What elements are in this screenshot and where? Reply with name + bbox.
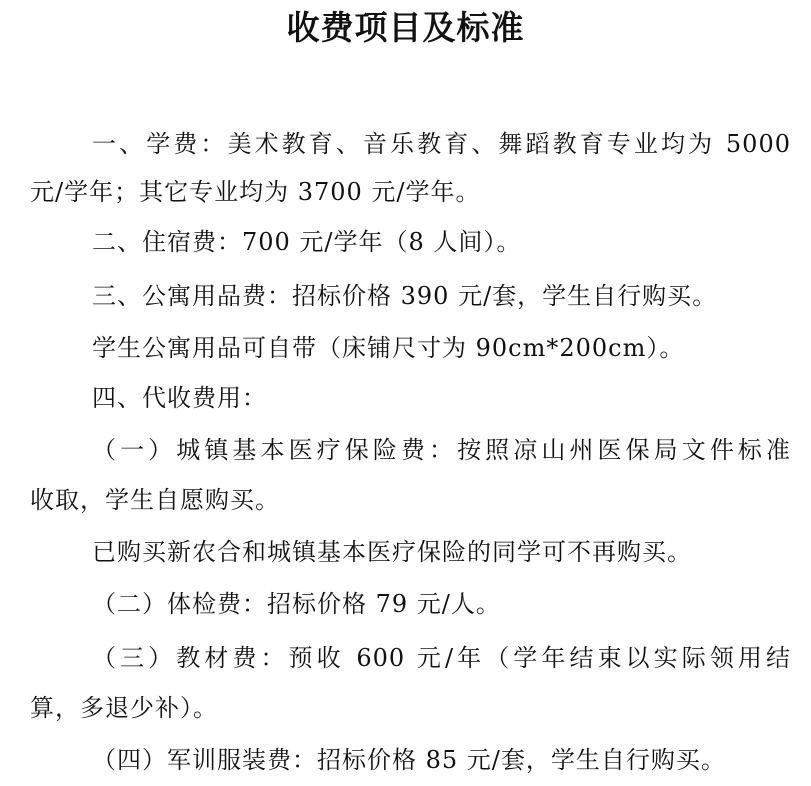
- paragraph-line: 学生公寓用品可自带（床铺尺寸为 90cm*200cm）。: [92, 334, 685, 362]
- paragraph-line: 元/学年；其它专业均为 3700 元/学年。: [30, 178, 481, 206]
- paragraph-line: 算，多退少补）。: [30, 694, 218, 722]
- paragraph-line: 二、住宿费：700 元/学年（8 人间）。: [92, 228, 522, 256]
- paragraph-line: （三）教材费：预收 600 元/年（学年结束以实际领用结: [92, 644, 791, 672]
- paragraph-line: 已购买新农合和城镇基本医疗保险的同学可不再购买。: [92, 538, 692, 566]
- paragraph-line: （一）城镇基本医疗保险费：按照凉山州医保局文件标准: [92, 436, 791, 464]
- paragraph-line: （二）体检费：招标价格 79 元/人。: [92, 590, 501, 618]
- document-title: 收费项目及标准: [286, 8, 525, 47]
- paragraph-line: （四）军训服装费：招标价格 85 元/套，学生自行购买。: [92, 746, 726, 774]
- paragraph-line: 三、公寓用品费：招标价格 390 元/套，学生自行购买。: [92, 282, 718, 310]
- paragraph-line: 四、代收费用：: [92, 384, 267, 412]
- paragraph-line: 收取，学生自愿购买。: [30, 486, 280, 514]
- paragraph-line: 一、学费：美术教育、音乐教育、舞蹈教育专业均为 5000: [92, 130, 791, 158]
